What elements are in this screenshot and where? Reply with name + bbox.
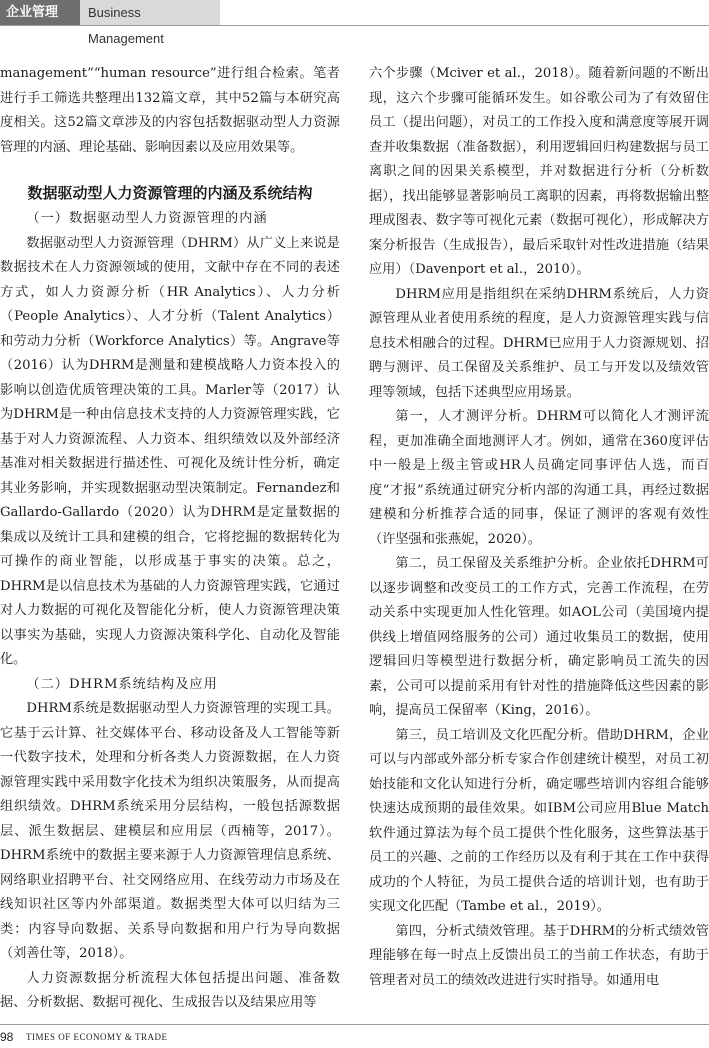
section-tag: 企业管理 xyxy=(0,0,80,26)
paragraph: 数据驱动型人力资源管理（DHRM）从广义上来说是数据技术在人力资源领域的使用，文献中存在不同的表述方式，如人力资源分析（HR Analytics）、人力分析（People Analytics）、人才分析（Talent Analytics）和劳动力分析（Workforce Analytics）等。Angrave等（2016）认为DHRM是测量和建模战略人力资本投入的影响以创造优质管理决策的工具。Marler等（2017）认为DHRM是一种由信息技术支持的人力资源管理实践，它基于对人力资源流程、人力资本、组织绩效以及外部经济基准对相关数据进行描述性、可视化及统计性分析，确定其业务影响，并实现数据驱动型决策制定。Fernandez和Gallardo-Gallardo（2020）认为DHRM是定量数据的集成以及统计工具和建模的组合，它将挖掘的数据转化为可操作的商业智能，以形成基于事实的决策。总之，DHRM是以信息技术为基础的人力资源管理实践，它通过对人力数据的可视化及智能化分析，使人力资源管理决策以事实为基础，实现人力资源决策科学化、自动化及智能化。 xyxy=(0,235,340,667)
paragraph: 第一，人才测评分析。DHRM可以简化人才测评流程，更加准确全面地测评人才。例如，通常在360度评估中一般是上级主管或HR人员确定同事评估人选，而百度“才报”系统通过研究分析内部的沟通工具，再经过数据建模和分析推荐合适的同事，保证了测评的客观有效性（许坚强和张燕妮，2020）。 xyxy=(369,409,709,547)
page-number: 98 xyxy=(0,1030,14,1044)
paragraph: 第二，员工保留及关系维护分析。企业依托DHRM可以逐步调整和改变员工的工作方式，完善工作流程，在劳动关系中实现更加人性化管理。如AOL公司（美国境内提供线上增值网络服务的公司）通过收集员工的数据，使用逻辑回归等模型进行数据分析，确定影响员工流失的因素，公司可以提前采用有针对性的措施降低这些因素的影响，提高员工保留率（King，2016）。 xyxy=(369,556,709,718)
page-header xyxy=(0,0,709,46)
paragraph: DHRM系统是数据驱动型人力资源管理的实现工具。它基于云计算、社交媒体平台、移动设备及人工智能等新一代数字技术，处理和分析各类人力资源数据，在人力资源管理实践中采用数字化技术为组织决策服务，从而提高组织绩效。DHRM系统采用分层结构，一般包括源数据层、派生数据层、建模层和应用层（西楠等，2017）。DHRM系统中的数据主要来源于人力资源管理信息系统、网络职业招聘平台、社交网络应用、在线劳动力市场及在线知识社区等内外部渠道。数据类型大体可以归结为三类：内容导向数据、关系导向数据和用户行为导向数据（刘善仕等，2018）。 xyxy=(0,701,340,961)
subsection-title-2: （二）DHRM系统结构及应用 xyxy=(26,676,218,692)
paragraph: DHRM应用是指组织在采纳DHRM系统后，人力资源管理从业者使用系统的程度，是人力资源管理实践与信息技术相融合的过程。DHRM已应用于人力资源规划、招聘与测评、员工保留及关系维护、员工与开发以及绩效管理等领域，包括下述典型应用场景。 xyxy=(369,286,709,400)
paragraph: 第三，员工培训及文化匹配分析。借助DHRM，企业可以与内部或外部分析专家合作创建统计模型，对员工初始技能和文化认知进行分析，确定哪些培训内容组合能够快速达成预期的最佳效果。如IBM公司应用Blue Match软件通过算法为每个员工提供个性化服务，这些算法基于员工的兴趣、之前的工作经历以及有利于其在工作中获得成功的个人特征，为员工提供合适的培训计划，也有助于实现文化匹配（Tambe et al.，2019）。 xyxy=(369,727,709,914)
section-title: 数据驱动型人力资源管理的内涵及系统结构 xyxy=(27,184,313,202)
continued-paragraph: management”“human resource”进行组合检索。笔者进行手工筛选共整理出132篇文章，其中52篇与本研究高度相关。这52篇文章涉及的内容包括数据驱动型人力资源管理的内涵、理论基础、影响因素以及应用效果等。 xyxy=(0,66,340,155)
page-footer xyxy=(0,1024,709,1048)
subsection-title-1: （一）数据驱动型人力资源管理的内涵 xyxy=(26,211,268,226)
right-column xyxy=(369,62,709,993)
footer-rule xyxy=(0,1024,709,1025)
header-rule xyxy=(0,25,709,26)
paragraph: 人力资源数据分析流程大体包括提出问题、准备数据、分析数据、数据可视化、生成报告以及结果应用等 xyxy=(0,970,340,1010)
section-tag-english: Business Management xyxy=(80,0,220,26)
magazine-name: TIMES OF ECONOMY & TRADE xyxy=(26,1032,168,1042)
left-column xyxy=(0,62,340,1016)
continued-paragraph: 六个步骤（Mciver et al.，2018）。随着新问题的不断出现，这六个步骤可能循环发生。如谷歌公司为了有效留住员工（提出问题），对员工的工作投入度和满意度等展开调查并收集数据（准备数据），利用逻辑回归构建数据与员工离职之间的因果关系模型，并对数据进行分析（分析数据），找出能够显著影响员工离职的因素，再将数据输出整理成图表、数字等可视化元素（数据可视化），形成解决方案分析报告（生成报告），最后采取针对性改进措施（结果应用）（Davenport et al.，2010）。 xyxy=(369,66,709,277)
paragraph: 第四，分析式绩效管理。基于DHRM的分析式绩效管理能够在每一时点上反馈出员工的当前工作状态，有助于管理者对员工的绩效改进进行实时指导。如通用电 xyxy=(369,923,709,988)
